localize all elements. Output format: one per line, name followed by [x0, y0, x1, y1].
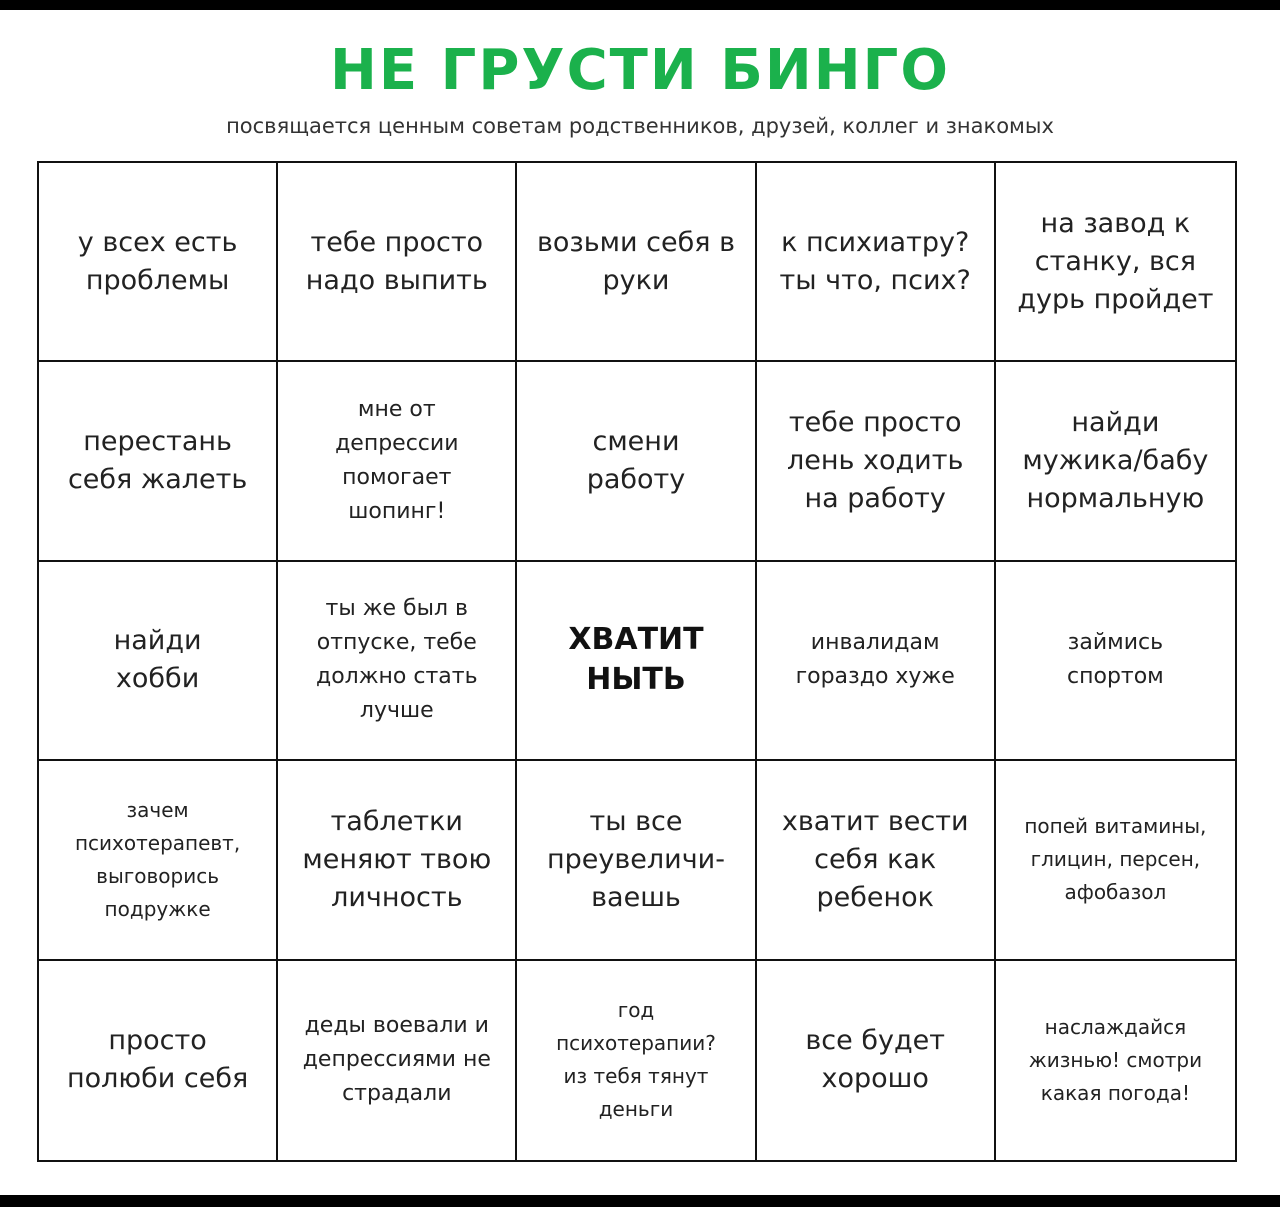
bingo-cell: попей витамины, глицин, персен, афобазол	[996, 761, 1235, 960]
page-title: НЕ ГРУСТИ БИНГО	[330, 38, 950, 103]
bingo-cell: все будет хорошо	[757, 961, 996, 1160]
bingo-grid	[37, 161, 1237, 1162]
bingo-cell: ты же был в отпуске, тебе должно стать лучше	[278, 562, 517, 761]
bingo-cell: год психотерапии? из тебя тянут деньги	[517, 961, 756, 1160]
bingo-cell: тебе просто надо выпить	[278, 163, 517, 362]
bingo-cell: смени работу	[517, 362, 756, 561]
bingo-cell: займись спортом	[996, 562, 1235, 761]
bingo-cell: на завод к станку, вся дурь пройдет	[996, 163, 1235, 362]
bingo-cell: зачем психотерапевт, выговорись подружке	[39, 761, 278, 960]
bingo-cell: возьми себя в руки	[517, 163, 756, 362]
bingo-cell: наслаждайся жизнью! смотри какая погода!	[1028, 1014, 1203, 1105]
bingo-cell: просто полюби себя	[39, 961, 278, 1160]
bingo-cell: таблетки меняют твою личность	[278, 761, 517, 960]
bingo-cell: найди мужика/бабу нормальную	[996, 362, 1235, 561]
bingo-cell: к психиатру? ты что, псих?	[757, 163, 996, 362]
bingo-cell: ты все преувеличи- ваешь	[517, 761, 756, 960]
bingo-cell: перестань себя жалеть	[39, 362, 278, 561]
page-subtitle: посвящается ценным советам родственников, друзей, коллег и знакомых	[226, 114, 1054, 138]
bingo-cell: деды воевали и депрессиями не страдали	[278, 961, 517, 1160]
bingo-cell: тебе просто лень ходить на работу	[757, 362, 996, 561]
bottom-border-bar	[0, 1195, 1280, 1207]
bingo-cell: найди хобби	[39, 562, 278, 761]
bingo-cell: инвалидам гораздо хуже	[757, 562, 996, 761]
top-border-bar	[0, 0, 1280, 10]
bingo-cell: хватит вести себя как ребенок	[757, 761, 996, 960]
bingo-cell: мне от депрессии помогает шопинг!	[278, 362, 517, 561]
bingo-cell: у всех есть проблемы	[39, 163, 278, 362]
bingo-center-cell: ХВАТИТ НЫТЬ	[517, 562, 756, 761]
